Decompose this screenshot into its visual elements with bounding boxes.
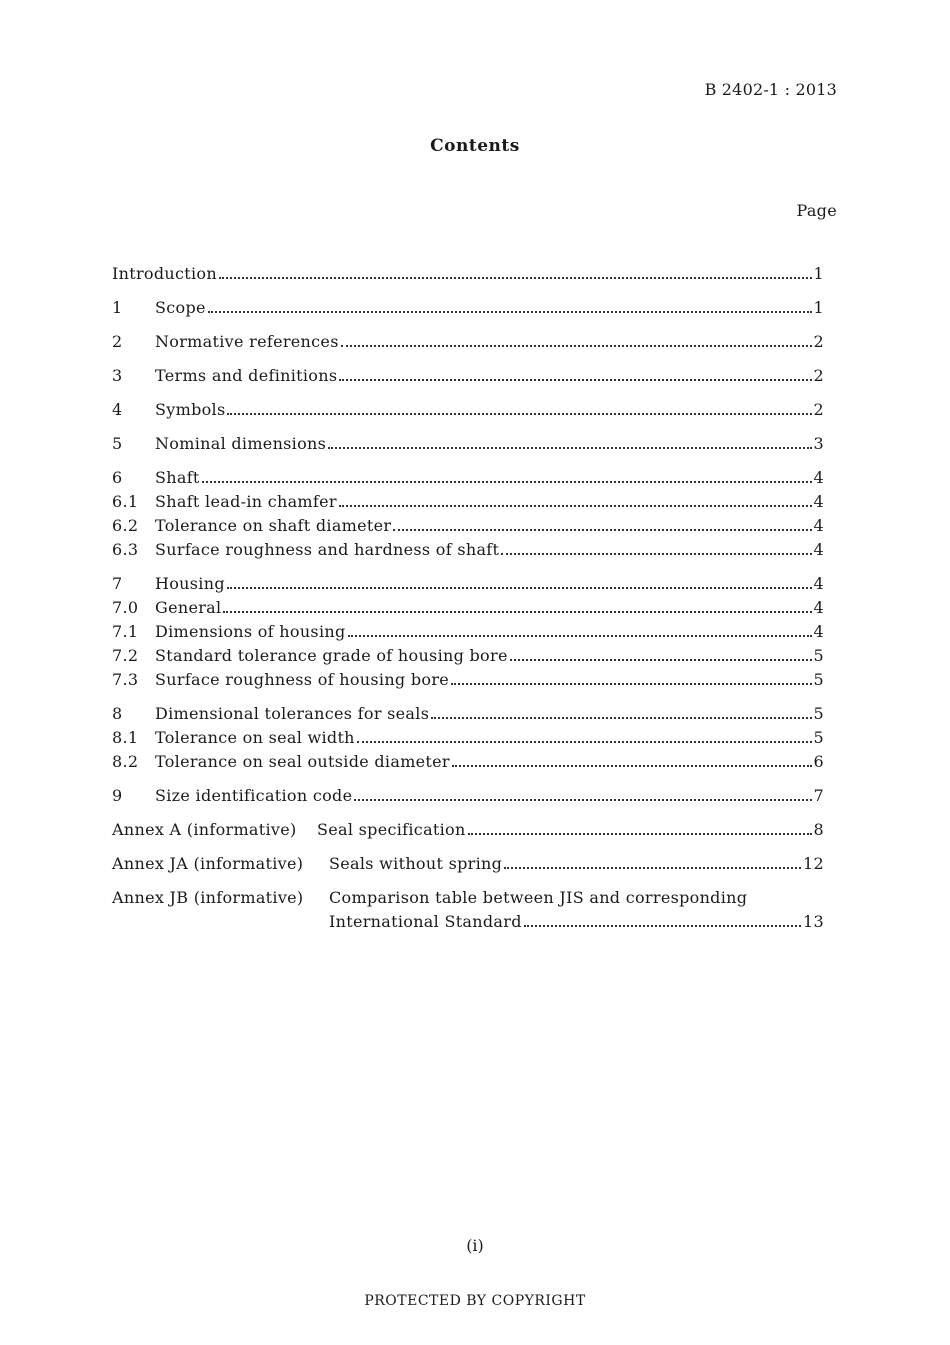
dot-leader	[348, 635, 812, 637]
toc-entry-page: 1	[813, 264, 824, 283]
toc-entry-annex-jb-continuation[interactable]	[112, 910, 824, 934]
toc-entry-page: 4	[813, 598, 824, 617]
dot-leader	[202, 481, 812, 483]
dot-leader	[223, 611, 811, 613]
toc-entry-5[interactable]	[112, 432, 824, 456]
toc-entry-page: 4	[813, 540, 824, 559]
toc-entry-page: 5	[813, 670, 824, 689]
toc-entry-label: Seal specification	[317, 820, 466, 839]
toc-entry-number: 7	[112, 574, 123, 593]
dot-leader	[468, 833, 812, 835]
toc-entry-9[interactable]	[112, 784, 824, 808]
toc-entry-6[interactable]	[112, 466, 824, 490]
copyright-notice: PROTECTED BY COPYRIGHT	[364, 1293, 586, 1309]
toc-entry-label: Size identification code	[155, 786, 353, 805]
toc-entry-page: 5	[813, 728, 824, 747]
toc-entry-label: Terms and definitions	[155, 366, 338, 385]
toc-entry-label: Tolerance on shaft diameter	[155, 516, 392, 535]
toc-entry-1[interactable]	[112, 296, 824, 320]
toc-entry-page: 4	[813, 468, 824, 487]
toc-entry-number: 3	[112, 366, 123, 385]
toc-entry-label: Comparison table between JIS and corresponding	[329, 888, 748, 907]
toc-entry-page: 2	[813, 332, 824, 351]
toc-entry-label: Tolerance on seal width	[155, 728, 355, 747]
toc-entry-label: Seals without spring	[329, 854, 503, 873]
toc-entry-label: Scope	[155, 298, 206, 317]
toc-entry-8[interactable]	[112, 702, 824, 726]
toc-entry-number: 9	[112, 786, 123, 805]
toc-entry-7-3[interactable]	[112, 668, 824, 692]
toc-entry-label: Normative references	[155, 332, 339, 351]
toc-entry-8-2[interactable]	[112, 750, 824, 774]
toc-entry-label: Introduction	[112, 264, 217, 283]
toc-entry-annex-prefix: Annex A (informative)	[112, 820, 297, 839]
toc-entry-label: Symbols	[155, 400, 226, 419]
toc-entry-number: 7.3	[112, 670, 139, 689]
toc-entry-2[interactable]	[112, 330, 824, 354]
toc-entry-number: 7.1	[112, 622, 139, 641]
toc-entry-7-1[interactable]	[112, 620, 824, 644]
toc-entry-number: 4	[112, 400, 123, 419]
page-column-heading: Page	[796, 201, 837, 220]
dot-leader	[354, 799, 811, 801]
toc-entry-page: 4	[813, 622, 824, 641]
dot-leader	[510, 659, 812, 661]
toc-entry-number: 1	[112, 298, 123, 317]
toc-entry-7-2[interactable]	[112, 644, 824, 668]
toc-entry-page: 4	[813, 492, 824, 511]
toc-entry-label: Surface roughness and hardness of shaft	[155, 540, 500, 559]
contents-title: Contents	[430, 136, 520, 156]
toc-entry-label: Nominal dimensions	[155, 434, 327, 453]
toc-entry-label: Housing	[155, 574, 225, 593]
toc-entry-3[interactable]	[112, 364, 824, 388]
toc-entry-number: 6.2	[112, 516, 139, 535]
toc-entry-annex-prefix: Annex JB (informative)	[112, 888, 304, 907]
toc-entry-7[interactable]	[112, 572, 824, 596]
toc-entry-6-2[interactable]	[112, 514, 824, 538]
toc-entry-label: International Standard	[329, 912, 522, 931]
dot-leader	[339, 505, 812, 507]
toc-entry-page: 12	[803, 854, 824, 873]
toc-entry-number: 2	[112, 332, 123, 351]
dot-leader	[227, 587, 812, 589]
dot-leader	[328, 447, 811, 449]
dot-leader	[341, 345, 812, 347]
toc-entry-page: 1	[813, 298, 824, 317]
toc-entry-page: 2	[813, 366, 824, 385]
toc-entry-label: General	[155, 598, 222, 617]
dot-leader	[524, 925, 801, 927]
toc-entry-introduction[interactable]	[112, 262, 824, 286]
toc-entry-number: 7.0	[112, 598, 139, 617]
toc-entry-label: Shaft lead-in chamfer	[155, 492, 337, 511]
toc-entry-page: 5	[813, 704, 824, 723]
toc-entry-label: Tolerance on seal outside diameter	[155, 752, 450, 771]
toc-entry-8-1[interactable]	[112, 726, 824, 750]
dot-leader	[452, 765, 812, 767]
dot-leader	[339, 379, 811, 381]
toc-entry-page: 3	[813, 434, 824, 453]
page-number: (i)	[466, 1236, 484, 1255]
toc-entry-page: 6	[813, 752, 824, 771]
dot-leader	[227, 413, 811, 415]
toc-entry-page: 4	[813, 574, 824, 593]
toc-entry-page: 13	[803, 912, 824, 931]
dot-leader	[451, 683, 811, 685]
toc-entry-number: 8	[112, 704, 123, 723]
toc-entry-label: Dimensional tolerances for seals	[155, 704, 430, 723]
dot-leader	[219, 277, 812, 279]
toc-entry-page: 5	[813, 646, 824, 665]
toc-entry-annex-jb[interactable]	[112, 886, 824, 910]
document-number: B 2402-1 : 2013	[704, 80, 837, 99]
toc-entry-annex-ja[interactable]	[112, 852, 824, 876]
toc-entry-page: 2	[813, 400, 824, 419]
toc-entry-page: 8	[813, 820, 824, 839]
dot-leader	[393, 529, 811, 531]
toc-entry-annex-prefix: Annex JA (informative)	[112, 854, 304, 873]
toc-entry-6-1[interactable]	[112, 490, 824, 514]
toc-entry-label: Dimensions of housing	[155, 622, 346, 641]
toc-entry-6-3[interactable]	[112, 538, 824, 562]
toc-entry-annex-a[interactable]	[112, 818, 824, 842]
toc-entry-label: Shaft	[155, 468, 200, 487]
toc-entry-number: 6	[112, 468, 123, 487]
toc-entry-7-0[interactable]	[112, 596, 824, 620]
toc-entry-label: Surface roughness of housing bore	[155, 670, 450, 689]
toc-entry-number: 6.1	[112, 492, 139, 511]
toc-entry-number: 8.2	[112, 752, 139, 771]
dot-leader	[357, 741, 812, 743]
toc-entry-label: Standard tolerance grade of housing bore	[155, 646, 508, 665]
dot-leader	[208, 311, 812, 313]
dot-leader	[431, 717, 811, 719]
toc-entry-number: 7.2	[112, 646, 139, 665]
dot-leader	[504, 867, 801, 869]
toc-entry-number: 6.3	[112, 540, 139, 559]
toc-entry-number: 8.1	[112, 728, 139, 747]
toc-entry-4[interactable]	[112, 398, 824, 422]
toc-entry-page: 4	[813, 516, 824, 535]
toc-entry-number: 5	[112, 434, 123, 453]
toc-entry-page: 7	[813, 786, 824, 805]
table-of-contents	[112, 262, 824, 934]
dot-leader	[501, 553, 811, 555]
